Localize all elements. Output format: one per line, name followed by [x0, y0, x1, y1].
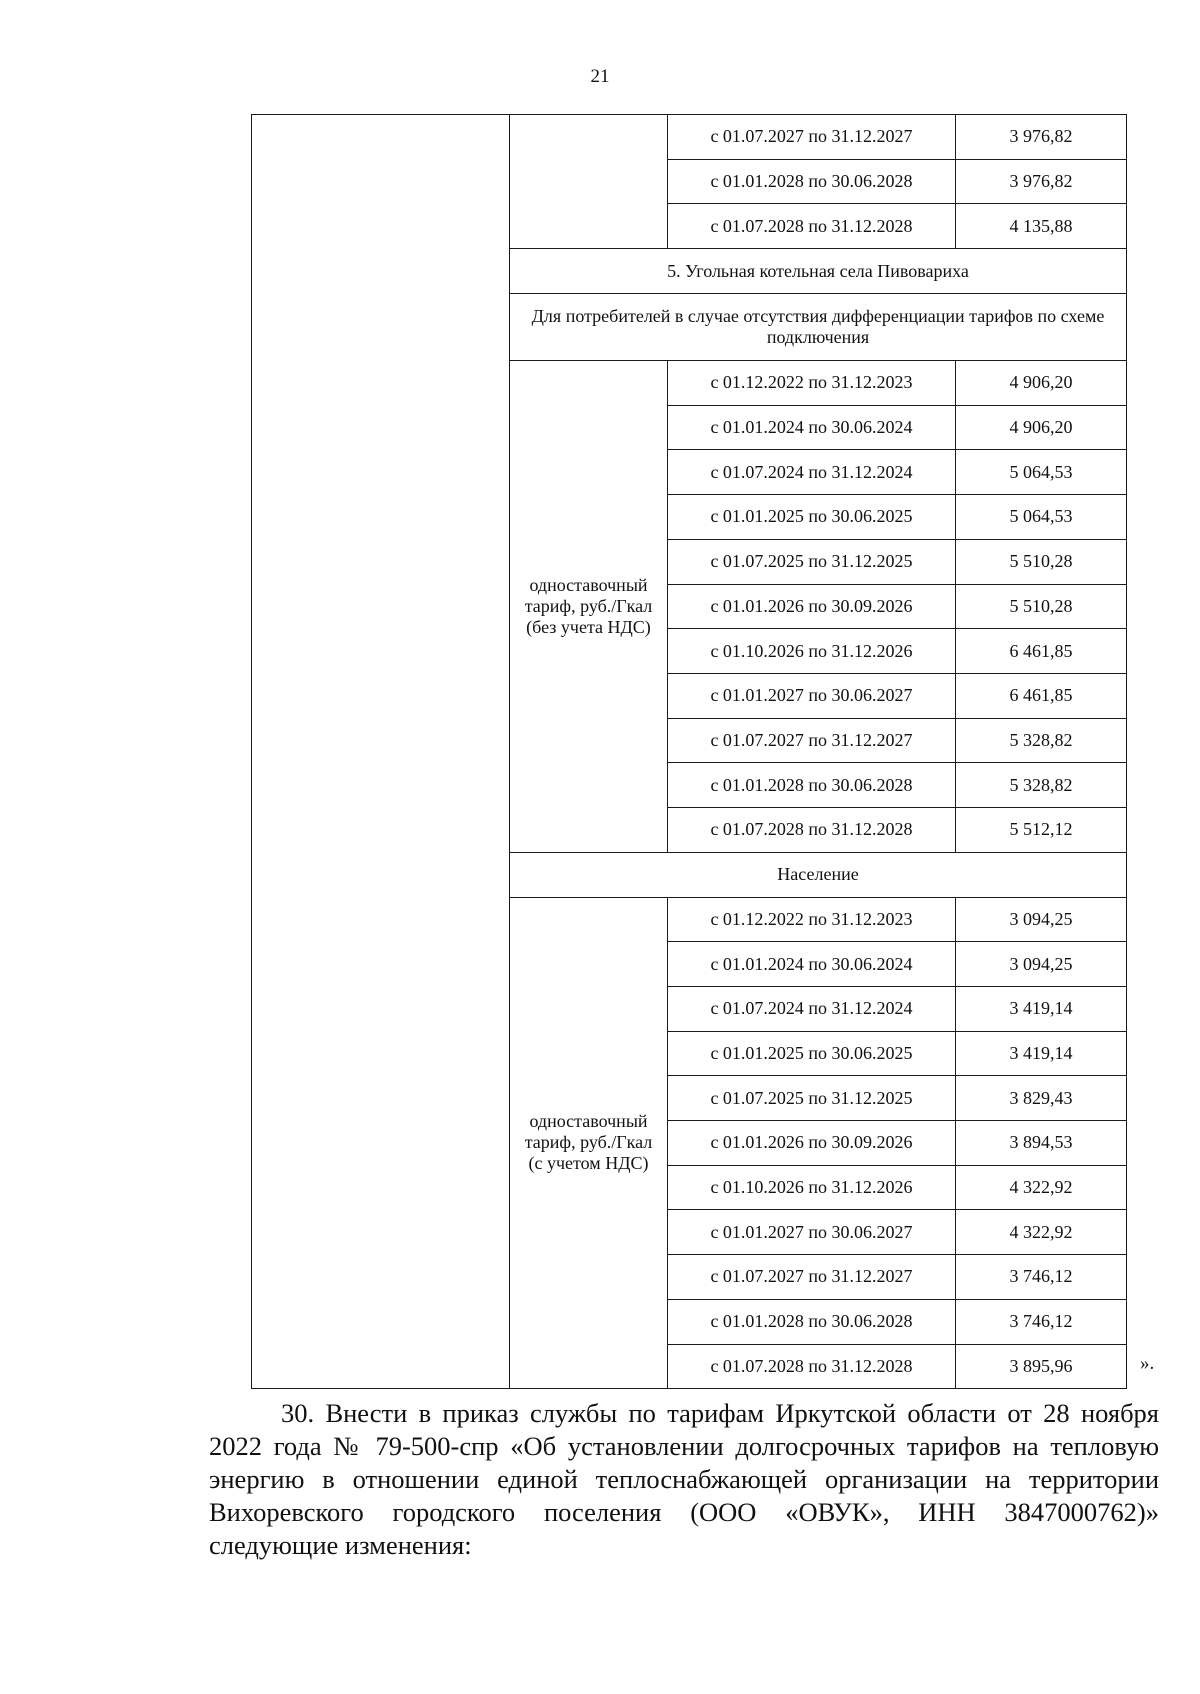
value-cell: 5 328,82: [956, 763, 1127, 808]
period-cell: с 01.07.2027 по 31.12.2027: [668, 718, 956, 763]
period-cell: с 01.01.2028 по 30.06.2028: [668, 159, 956, 204]
period-cell: с 01.01.2028 по 30.06.2028: [668, 1299, 956, 1344]
value-cell: 5 512,12: [956, 807, 1127, 852]
period-cell: с 01.01.2025 по 30.06.2025: [668, 495, 956, 540]
value-cell: 4 322,92: [956, 1165, 1127, 1210]
value-cell: 3 976,82: [956, 115, 1127, 160]
value-cell: 5 328,82: [956, 718, 1127, 763]
page-number: 21: [590, 66, 610, 87]
period-cell: с 01.01.2027 по 30.06.2027: [668, 673, 956, 718]
period-cell: с 01.01.2028 по 30.06.2028: [668, 763, 956, 808]
value-cell: 3 419,14: [956, 987, 1127, 1032]
blank-column-cell: [252, 115, 510, 1389]
period-cell: с 01.12.2022 по 31.12.2023: [668, 361, 956, 406]
period-cell: с 01.07.2027 по 31.12.2027: [668, 115, 956, 160]
value-cell: 3 976,82: [956, 159, 1127, 204]
value-cell: 5 064,53: [956, 450, 1127, 495]
value-cell: 3 094,25: [956, 897, 1127, 942]
tariff-table: [251, 114, 1127, 1389]
closing-quote: ».: [1140, 1353, 1155, 1374]
value-cell: 3 094,25: [956, 942, 1127, 987]
period-cell: с 01.07.2028 по 31.12.2028: [668, 1344, 956, 1389]
period-cell: с 01.07.2028 по 31.12.2028: [668, 807, 956, 852]
period-cell: с 01.01.2024 по 30.06.2024: [668, 405, 956, 450]
tariff-type-cell: одноставочный тариф, руб./Гкал (без учета НДС): [510, 361, 668, 853]
value-cell: 3 895,96: [956, 1344, 1127, 1389]
period-cell: с 01.07.2027 по 31.12.2027: [668, 1255, 956, 1300]
period-cell: с 01.01.2027 по 30.06.2027: [668, 1210, 956, 1255]
value-cell: 3 829,43: [956, 1076, 1127, 1121]
period-cell: с 01.10.2026 по 31.12.2026: [668, 629, 956, 674]
value-cell: 6 461,85: [956, 673, 1127, 718]
period-cell: с 01.07.2025 по 31.12.2025: [668, 1076, 956, 1121]
value-cell: 6 461,85: [956, 629, 1127, 674]
value-cell: 3 746,12: [956, 1255, 1127, 1300]
period-cell: с 01.12.2022 по 31.12.2023: [668, 897, 956, 942]
value-cell: 4 322,92: [956, 1210, 1127, 1255]
value-cell: 4 135,88: [956, 204, 1127, 249]
period-cell: с 01.01.2025 по 30.06.2025: [668, 1031, 956, 1076]
period-cell: с 01.01.2026 по 30.09.2026: [668, 584, 956, 629]
tariff-type-cell: [510, 115, 668, 249]
value-cell: 4 906,20: [956, 361, 1127, 406]
period-cell: с 01.07.2024 по 31.12.2024: [668, 987, 956, 1032]
table-row: [252, 115, 1127, 160]
subsection-title: Население: [510, 852, 1127, 897]
body-paragraph: 30. Внести в приказ службы по тарифам Иркутской области от 28 ноября 2022 года № 79-500-спр «Об установлении долгосрочных тарифов на тепловую энергию в отношении единой теплоснабжающей организации на территории Вихоревского городского поселения (ООО «ОВУК», ИНН 3847000762)» следующие изменения:: [209, 1398, 1159, 1560]
subsection-title: Для потребителей в случае отсутствия дифференциации тарифов по схеме подключения: [510, 294, 1127, 361]
period-cell: с 01.01.2026 по 30.09.2026: [668, 1121, 956, 1166]
period-cell: с 01.07.2024 по 31.12.2024: [668, 450, 956, 495]
value-cell: 3 419,14: [956, 1031, 1127, 1076]
value-cell: 3 894,53: [956, 1121, 1127, 1166]
period-cell: с 01.07.2025 по 31.12.2025: [668, 539, 956, 584]
period-cell: с 01.10.2026 по 31.12.2026: [668, 1165, 956, 1210]
tariff-type-cell: одноставочный тариф, руб./Гкал (с учетом НДС): [510, 897, 668, 1389]
value-cell: 5 064,53: [956, 495, 1127, 540]
value-cell: 4 906,20: [956, 405, 1127, 450]
period-cell: с 01.01.2024 по 30.06.2024: [668, 942, 956, 987]
section-title: 5. Угольная котельная села Пивовариха: [510, 249, 1127, 294]
period-cell: с 01.07.2028 по 31.12.2028: [668, 204, 956, 249]
value-cell: 5 510,28: [956, 584, 1127, 629]
value-cell: 5 510,28: [956, 539, 1127, 584]
value-cell: 3 746,12: [956, 1299, 1127, 1344]
